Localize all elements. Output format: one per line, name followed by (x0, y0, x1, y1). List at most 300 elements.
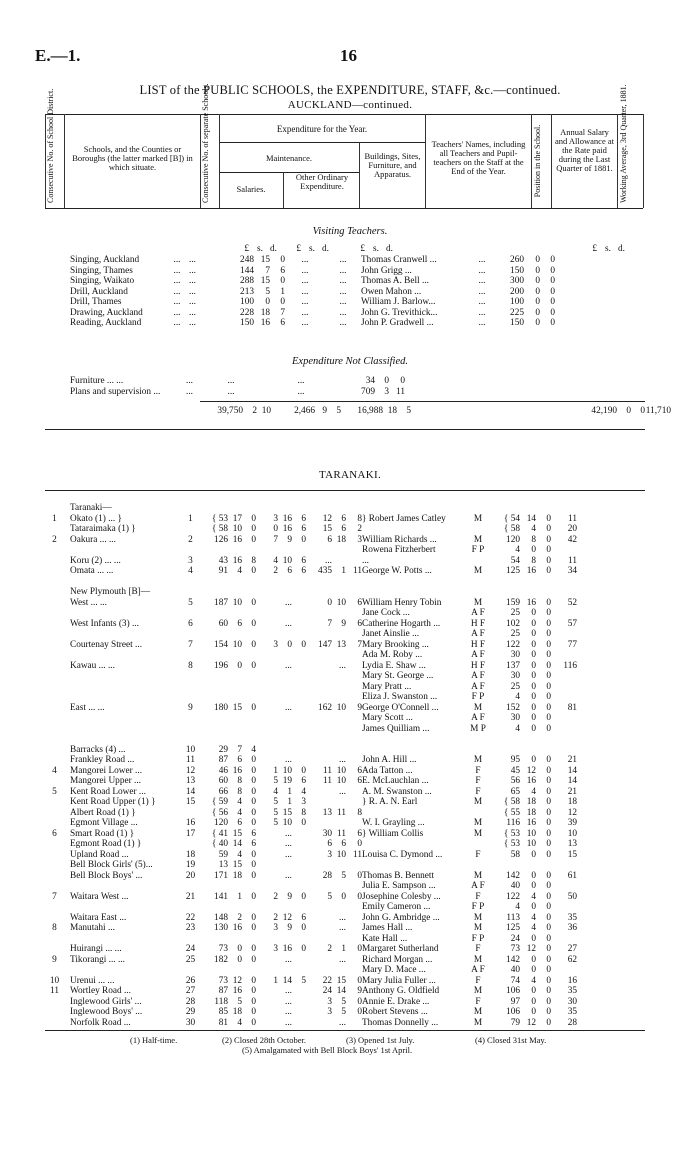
school-row (45, 745, 577, 756)
school-row-cell (346, 503, 362, 514)
school-row-cell: 6 (357, 618, 362, 629)
school-row-cell: 16 (282, 513, 292, 524)
visiting-row-cell: ... (339, 318, 347, 328)
school-row-cell: 0 (237, 954, 242, 965)
school-row-cell (45, 839, 64, 850)
school-row-cell (256, 1007, 278, 1018)
school-row-cell: John A. Hill ... (362, 755, 417, 765)
school-row-cell: 11 (50, 986, 59, 996)
school-row-cell (256, 829, 278, 840)
school-row (45, 577, 577, 588)
school-row (45, 860, 577, 871)
school-row-cell: { 55 (503, 807, 520, 818)
school-row-cell (520, 860, 536, 871)
school-row-cell (292, 682, 306, 693)
school-row-cell (332, 629, 346, 640)
school-row-cell: 4 (515, 692, 520, 702)
school-row-cell: F (475, 849, 481, 860)
salaries-header: Salaries. (236, 184, 266, 194)
totals-cell-row-cell: 0 (640, 406, 645, 416)
school-row-cell (181, 692, 200, 703)
school-row-cell (278, 650, 292, 661)
school-row-cell (45, 661, 64, 672)
school-row-cell: 19 (282, 776, 292, 786)
school-row-cell: 28 (567, 1017, 577, 1028)
school-row-cell (45, 871, 64, 882)
school-row-cell (292, 661, 306, 672)
unclassified-row (45, 376, 405, 387)
school-row-cell: 10 (336, 849, 346, 860)
school-row-cell: 3 (327, 1007, 332, 1017)
school-row-cell (181, 587, 200, 598)
school-row (45, 913, 577, 924)
school-row-cell: 4 (531, 975, 536, 986)
school-row-cell (256, 871, 278, 882)
school-row-cell: 21 (567, 786, 577, 797)
school-row-cell (45, 1007, 64, 1018)
school-row-cell: 36 (567, 923, 577, 933)
school-row-cell: Mary Pratt ... (362, 681, 412, 692)
school-row-cell: 0 (546, 660, 551, 671)
school-row (45, 944, 577, 955)
school-row-cell (332, 692, 346, 703)
school-row-cell: 87 (218, 755, 228, 765)
school-row-cell: Margaret Sutherland (362, 944, 439, 954)
school-row-cell: 8 (237, 776, 242, 786)
school-row-cell (306, 545, 332, 556)
school-row-cell: Mary St. George ... (362, 671, 434, 681)
school-row (45, 797, 577, 808)
school-row-cell (181, 671, 200, 682)
school-row (45, 619, 577, 630)
school-row-cell: ... (285, 954, 292, 965)
school-row-cell: 5 (301, 975, 306, 986)
school-row (45, 818, 577, 829)
school-row-cell: 9 (357, 702, 362, 713)
school-row-cell: 159 (506, 597, 520, 608)
school-row-cell (256, 503, 278, 514)
visiting-row (45, 287, 555, 298)
school-row-cell: 0 (251, 996, 256, 1007)
school-row-cell: 5 (52, 786, 57, 797)
school-row-cell: F (475, 765, 481, 776)
school-row-cell (45, 902, 64, 913)
school-row-cell (242, 577, 256, 588)
school-row-cell (242, 934, 256, 945)
school-row-cell (292, 650, 306, 661)
school-row-cell: 16 (526, 597, 536, 608)
school-row-cell (346, 682, 362, 693)
school-row-cell (242, 671, 256, 682)
school-row-cell: 15 (282, 807, 292, 818)
school-row-cell: 0 (546, 566, 551, 576)
school-row-cell: 6 (287, 566, 292, 576)
school-row-cell (468, 734, 488, 745)
school-row-cell: Ada M. Roby ... (362, 650, 423, 660)
school-row-cell (228, 503, 242, 514)
school-row-cell (228, 682, 242, 693)
school-row-cell (306, 923, 332, 934)
unclassified-row-cell: ... (186, 386, 193, 397)
school-row-cell: 10 (232, 524, 242, 534)
school-row-cell: F P (471, 692, 485, 702)
unclassified-row-cell: ... (186, 376, 193, 386)
school-row-cell: { 40 (211, 839, 228, 849)
school-row-cell (181, 713, 200, 724)
school-row-cell: 0 (546, 944, 551, 954)
visiting-row-cell: William J. Barlow... (361, 297, 436, 307)
visiting-row (45, 266, 555, 277)
school-row-cell: ... (339, 660, 346, 671)
school-row-cell: 15 (232, 702, 242, 713)
school-row-cell (64, 608, 181, 619)
visiting-row-cell: 150 (510, 265, 524, 276)
school-row-cell: 11 (323, 765, 332, 776)
school-row-cell (488, 734, 520, 745)
school-row-cell: 79 (510, 1017, 520, 1028)
school-row-cell (536, 503, 551, 514)
school-row-cell (181, 545, 200, 556)
school-row-cell (228, 671, 242, 682)
school-row-cell: 0 (531, 933, 536, 944)
school-row-cell: 0 (301, 765, 306, 776)
school-row-cell (45, 524, 64, 535)
school-row-cell: M (473, 566, 483, 576)
school-row-cell: Waitara West ... (70, 891, 129, 902)
school-row (45, 892, 577, 903)
school-row-cell (64, 650, 181, 661)
school-row-cell (45, 860, 64, 871)
visiting-row-cell: 0 (535, 297, 540, 307)
school-row-cell (551, 965, 577, 976)
school-row-cell (200, 965, 228, 976)
school-row-cell: Mary Brooking ... (362, 639, 429, 650)
visiting-row-cell: ... (339, 255, 347, 265)
school-row-cell (292, 986, 306, 997)
school-row-cell: 5 (341, 1007, 346, 1017)
school-row-cell: 11 (568, 555, 577, 566)
school-row-cell (256, 955, 278, 966)
school-row (45, 514, 577, 525)
school-row-cell: } William Collis (362, 828, 424, 839)
school-row-cell: 6 (301, 524, 306, 534)
school-row-cell: 0 (301, 944, 306, 954)
school-row-cell (292, 839, 306, 850)
school-row-cell (332, 965, 346, 976)
school-row-cell (256, 850, 278, 861)
school-row-cell (306, 650, 332, 661)
school-row-cell (346, 671, 362, 682)
school-row-cell: Bell Block Girls' (5)... (70, 860, 153, 870)
school-row-cell: 22 (322, 975, 332, 986)
school-row-cell (346, 577, 362, 588)
school-row-cell: 52 (567, 597, 577, 608)
school-row-cell: New Plymouth [B]— (70, 587, 151, 597)
school-row-cell: 8 (531, 534, 536, 545)
school-row-cell (228, 934, 242, 945)
school-row-cell: 0 (357, 839, 362, 849)
school-row-cell: { 59 (211, 797, 228, 807)
school-row-cell (256, 682, 278, 693)
school-row-cell (520, 503, 536, 514)
school-row-cell: 6 (251, 828, 256, 839)
school-row (45, 1018, 577, 1029)
school-row-cell (45, 556, 64, 567)
visiting-row-cell: Drill, Auckland (70, 286, 128, 297)
school-row-cell: 148 (214, 912, 228, 923)
visiting-row-cell: 144 (240, 265, 254, 276)
school-row-cell: 16 (232, 986, 242, 996)
school-row-cell: 81 (567, 702, 577, 713)
school-row-cell: 30 (510, 671, 520, 681)
school-row-cell: Egmont Village ... (70, 818, 138, 828)
school-row-cell: 4 (531, 524, 536, 534)
school-row-cell (228, 587, 242, 598)
school-row-cell (292, 619, 306, 630)
school-row-cell: A F (471, 608, 485, 618)
school-row-cell (278, 692, 292, 703)
school-row-cell: 25 (510, 608, 520, 618)
visiting-row-cell: 0 (550, 265, 555, 276)
school-row-cell: 0 (301, 639, 306, 650)
school-row-cell: ... (285, 597, 292, 608)
school-row-cell (551, 577, 577, 588)
school-row-cell (306, 797, 332, 808)
school-row-cell (346, 755, 362, 766)
visiting-row-cell: 0 (280, 297, 285, 307)
school-row-cell: 8 (531, 555, 536, 566)
totals-cell-row-cell: 16,988 (357, 406, 383, 416)
school-row-cell: 7 (52, 891, 57, 902)
visiting-row-cell: 0 (265, 297, 270, 307)
school-row-cell: M (473, 818, 483, 828)
school-row-cell (551, 734, 577, 745)
school-row-cell: 87 (218, 986, 228, 996)
school-row-cell: 3 (188, 555, 193, 566)
school-row-cell (45, 545, 64, 556)
school-row-cell (45, 692, 64, 703)
school-row (45, 776, 577, 787)
school-row-cell: 3 (273, 923, 278, 933)
school-row-cell (346, 724, 362, 735)
school-row-cell: ... (285, 839, 292, 849)
school-row-cell: 30 (185, 1017, 196, 1028)
school-row-cell: 60 (218, 776, 228, 786)
school-row-cell (551, 860, 577, 871)
totals-row (45, 406, 671, 417)
school-row-cell: 0 (327, 597, 332, 608)
school-row-cell: 1 (188, 513, 193, 524)
visiting-row (45, 255, 555, 266)
school-row-cell: 16 (232, 923, 242, 933)
school-row-cell (256, 598, 278, 609)
school-row-cell: 5 (273, 797, 278, 807)
school-row-cell: Kawau ... ... (70, 660, 115, 671)
school-row-cell: F P (471, 933, 485, 944)
school-row-cell (256, 724, 278, 735)
school-row-cell (228, 577, 242, 588)
school-row-cell (362, 745, 468, 756)
school-row-cell (346, 797, 362, 808)
school-row-cell (242, 902, 256, 913)
school-row-cell: 0 (531, 618, 536, 629)
visiting-row-cell: ... (339, 307, 347, 318)
school-row-cell (488, 577, 520, 588)
maintenance-header: Maintenance. (265, 153, 313, 163)
school-row-cell (200, 934, 228, 945)
school-row-cell: 0 (546, 954, 551, 965)
teachers-header: Teachers' Names, including all Teachers and Pupil-teachers on the Staff at the End of the Year. (431, 139, 526, 176)
school-row-cell (306, 503, 332, 514)
school-row-cell: 15 (185, 797, 196, 807)
school-row-cell: ... (285, 996, 292, 1007)
school-row-cell (64, 671, 181, 682)
school-row-cell: 1 (287, 797, 292, 807)
school-row-cell (256, 986, 278, 997)
school-row-cell (551, 650, 577, 661)
footnote-4: (4) Closed 31st May. (475, 1035, 547, 1045)
school-row-cell: 17 (185, 828, 196, 839)
school-row-cell: E. McLauchlan ... (362, 776, 429, 786)
school-row-cell: 0 (251, 786, 256, 797)
school-row-cell (181, 965, 200, 976)
school-row-cell: 113 (506, 912, 520, 923)
school-row-cell: 42 (567, 534, 577, 545)
school-row-cell: 0 (251, 818, 256, 828)
school-row-cell: 0 (251, 702, 256, 713)
school-row-cell (242, 734, 256, 745)
school-row-cell (346, 650, 362, 661)
school-row-cell: 0 (546, 786, 551, 797)
school-row-cell (488, 503, 520, 514)
school-row-cell (45, 650, 64, 661)
page-number: 16 (340, 46, 357, 65)
school-row-cell (278, 734, 292, 745)
school-row-cell (332, 650, 346, 661)
school-row-cell: 120 (214, 818, 228, 828)
school-row-cell: 24 (185, 944, 196, 954)
school-row-cell: 73 (218, 975, 228, 986)
school-row-cell (346, 545, 362, 556)
school-row-cell (181, 608, 200, 619)
school-row (45, 545, 577, 556)
school-row-cell: 142 (506, 870, 520, 881)
school-row-cell (551, 692, 577, 703)
school-row-cell: A F (471, 629, 485, 639)
school-row-cell: 0 (546, 1017, 551, 1028)
school-row-cell: 24 (322, 986, 332, 996)
school-row-cell: 21 (185, 891, 196, 902)
school-row-cell: West ... ... (70, 597, 107, 608)
school-row-cell (242, 608, 256, 619)
school-row (45, 923, 577, 934)
school-row-cell: 0 (546, 818, 551, 828)
school-row-cell: William Henry Tobin (362, 597, 442, 608)
school-row-cell: 141 (214, 891, 228, 902)
school-row-cell: ... (362, 555, 369, 566)
school-row-cell: 180 (214, 702, 228, 713)
school-row-cell: 0 (357, 1007, 362, 1017)
school-row-cell: 0 (301, 923, 306, 933)
school-row-cell: 11 (353, 566, 362, 576)
school-row-cell: 0 (531, 660, 536, 671)
school-row-cell: ... (339, 1017, 346, 1028)
unclassified-row-cell: 709 (361, 386, 375, 397)
school-row-cell: Kate Hall ... (362, 933, 408, 944)
unclassified-row-cell: ... (227, 376, 235, 386)
school-row-cell (346, 881, 362, 892)
visiting-row-cell: ... (301, 318, 309, 328)
school-row-cell: Barracks (4) ... (70, 744, 126, 755)
school-row-cell (346, 955, 362, 966)
school-row-cell: 6 (301, 555, 306, 566)
school-row-cell (292, 608, 306, 619)
school-row-cell: 2 (237, 912, 242, 923)
school-row-cell (520, 734, 536, 745)
visiting-row-cell: ... (189, 286, 196, 297)
school-row-cell (306, 629, 332, 640)
school-row-cell: F (475, 786, 481, 797)
school-row-cell (278, 965, 292, 976)
school-row (45, 871, 577, 882)
school-row-cell: 12 (526, 765, 536, 776)
school-row-cell: 1 (287, 786, 292, 797)
school-row-cell: 1 (341, 944, 346, 954)
school-row-cell: 0 (546, 891, 551, 902)
school-row-cell: M P (470, 723, 486, 734)
school-row-cell: 39 (567, 818, 577, 828)
school-row-cell (200, 629, 228, 640)
school-row-cell: ... (285, 702, 292, 713)
school-row-cell: F (475, 996, 481, 1007)
school-row-cell: 0 (546, 692, 551, 702)
school-row-cell: 0 (546, 975, 551, 986)
visiting-row-cell: ... (301, 297, 309, 307)
school-row-cell (306, 745, 332, 756)
school-row-cell (181, 734, 200, 745)
school-row-cell: 147 (318, 639, 332, 650)
school-row-cell (306, 724, 332, 735)
school-row-cell (346, 818, 362, 829)
school-row-cell: 1 (341, 566, 346, 576)
school-row-cell (256, 619, 278, 630)
school-row-cell (242, 965, 256, 976)
school-row-cell (242, 545, 256, 556)
school-row-cell: 126 (214, 534, 228, 545)
school-row-cell (256, 734, 278, 745)
school-row-cell: 6 (301, 776, 306, 786)
school-row-cell: 12 (567, 807, 577, 818)
salary-header: Annual Salary and Allowance at the Rate paid during the Last Quarter of 1881. (554, 127, 614, 173)
school-row-cell: Eliza J. Swanston ... (362, 692, 438, 702)
school-row-cell: 0 (546, 629, 551, 639)
school-row-cell: 1 (52, 513, 57, 524)
school-row-cell: 6 (357, 597, 362, 608)
region-subtitle: AUCKLAND—continued. (287, 99, 413, 111)
school-row-cell: 2 (357, 524, 362, 534)
school-row-cell (292, 934, 306, 945)
school-row-cell (536, 860, 551, 871)
visiting-row-cell: 6 (280, 265, 285, 276)
school-row-cell: Kent Road Upper (1) } (70, 797, 156, 807)
school-row-cell: A F (471, 965, 485, 975)
unclassified-row-cell: 0 (400, 376, 405, 386)
visiting-row-cell: ... (173, 265, 181, 276)
school-row-cell: 11 (568, 513, 577, 524)
school-row-cell: William Richards ... (362, 534, 437, 545)
school-row-cell: 0 (531, 954, 536, 965)
school-row-cell (468, 577, 488, 588)
